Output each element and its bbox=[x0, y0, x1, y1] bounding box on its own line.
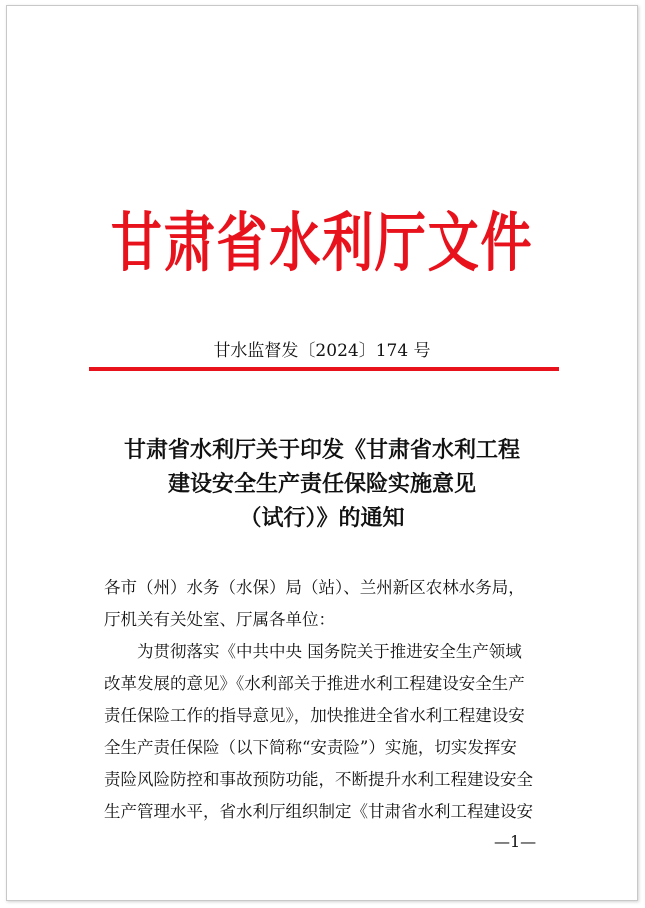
red-divider-line bbox=[89, 367, 559, 371]
notice-title-line-2: 建设安全生产责任保险实施意见 bbox=[167, 471, 476, 497]
document-number: 甘水监督发〔2024〕174 号 bbox=[213, 341, 431, 361]
notice-body bbox=[104, 572, 552, 828]
paragraph-line-5: 责险风险防控和事故预防功能，不断提升水利工程建设安全 bbox=[104, 770, 533, 789]
paragraph-line-2: 改革发展的意见》《水利部关于推进水利工程建设安全生产 bbox=[104, 674, 525, 693]
recipients-line-2: 厅机关有关处室、厅属各单位： bbox=[104, 610, 335, 629]
document-page bbox=[6, 5, 638, 901]
paragraph-line-6: 生产管理水平，省水利厅组织制定《甘肃省水利工程建设安 bbox=[104, 802, 533, 821]
paragraph-line-4: 全生产责任保险（以下简称“安责险”）实施，切实发挥安 bbox=[104, 738, 517, 757]
notice-title-line-3: （试行）》的通知 bbox=[239, 505, 405, 531]
paragraph-line-3: 责任保险工作的指导意见》，加快推进全省水利工程建设安 bbox=[104, 706, 525, 725]
page-number: —1— bbox=[494, 832, 537, 851]
recipients-line-1: 各市（州）水务（水保）局（站）、兰州新区农林水务局， bbox=[104, 578, 525, 597]
masthead-title: 甘肃省水利厅文件 bbox=[110, 206, 534, 281]
notice-title bbox=[7, 433, 637, 535]
notice-title-line-1: 甘肃省水利厅关于印发《甘肃省水利工程 bbox=[123, 437, 520, 463]
paragraph-line-1: 为贯彻落实《中共中央 国务院关于推进安全生产领域 bbox=[137, 642, 522, 661]
